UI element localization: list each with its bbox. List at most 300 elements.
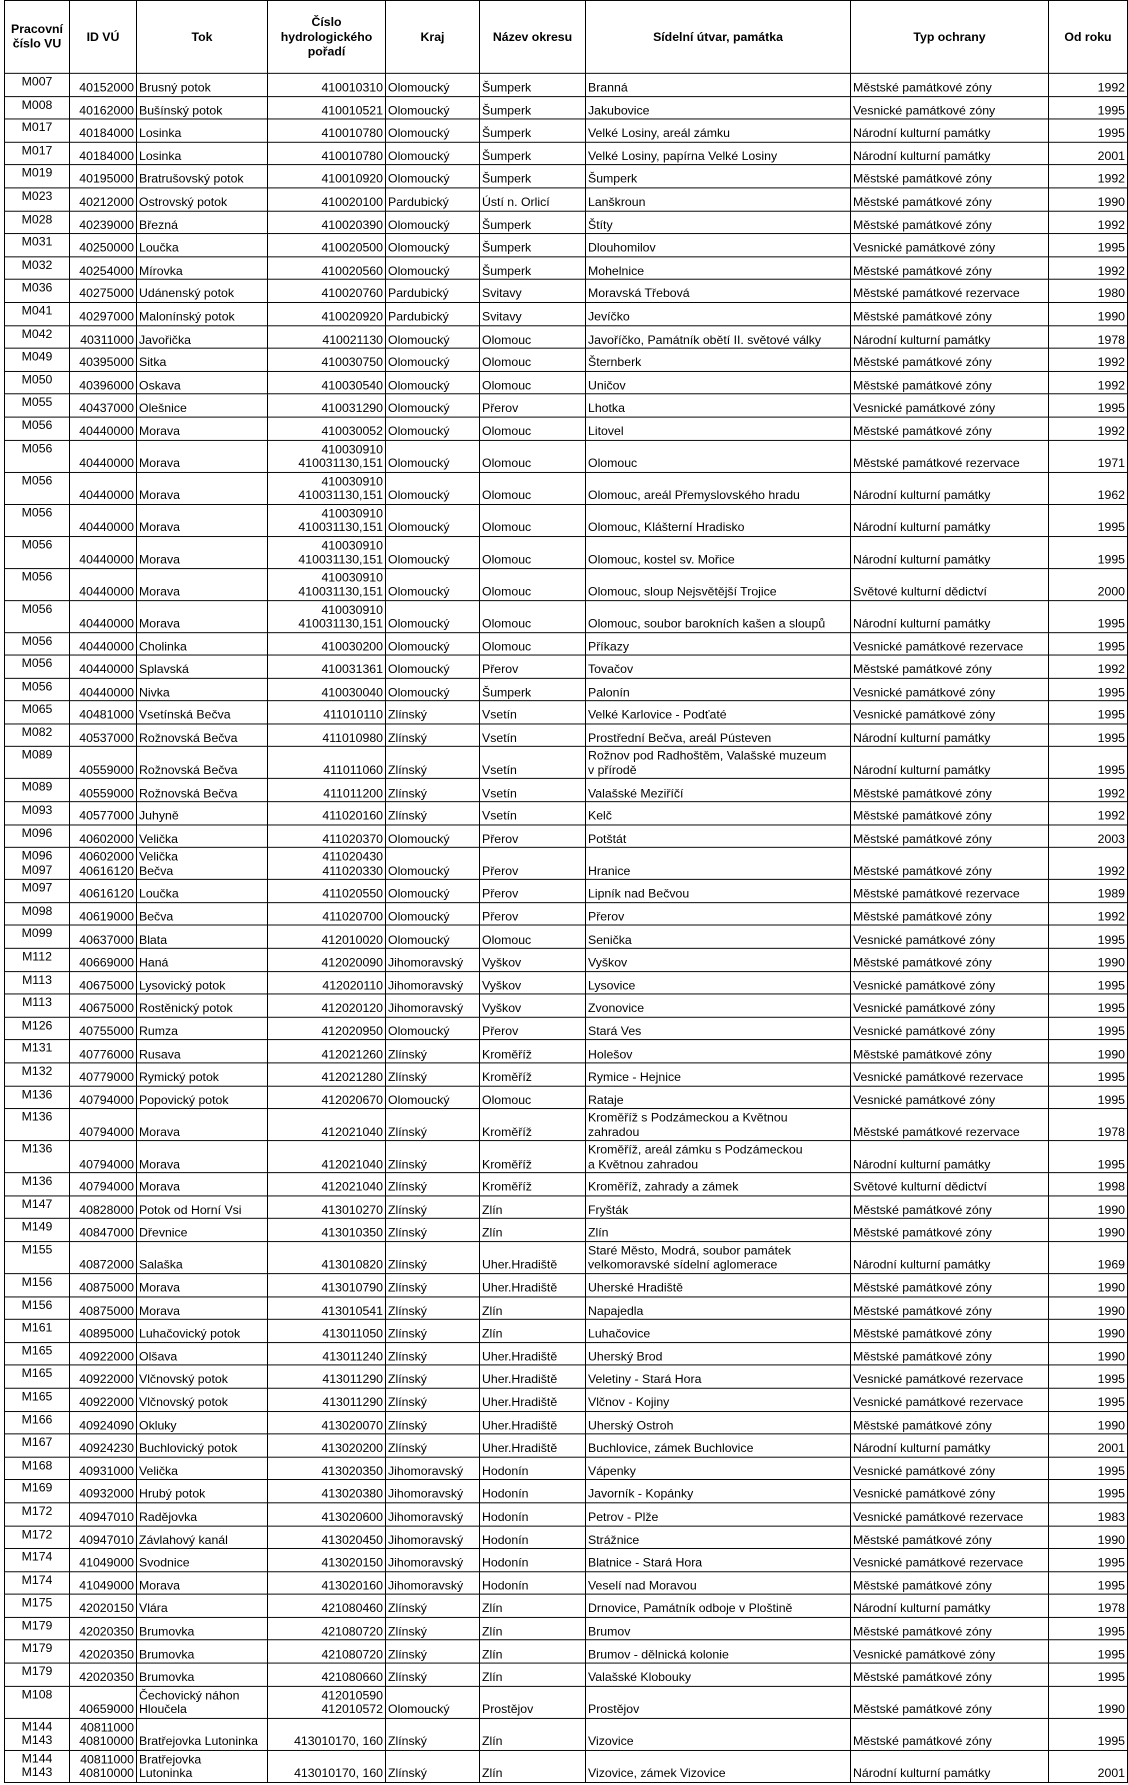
table-cell: 40872000 xyxy=(70,1242,137,1274)
table-cell: Přerov xyxy=(480,848,586,880)
table-cell: Městské památkové rezervace xyxy=(851,1109,1049,1141)
table-row xyxy=(5,1571,1128,1594)
table-cell: M132 xyxy=(5,1063,70,1086)
table-cell: Vesnické památkové zóny xyxy=(851,1457,1049,1480)
table-row xyxy=(5,1718,1128,1750)
table-cell: Jihomoravský xyxy=(386,1480,480,1503)
table-cell: M126 xyxy=(5,1017,70,1040)
table-cell: Morava xyxy=(137,1173,268,1196)
table-cell: Senička xyxy=(586,925,851,948)
table-cell: 413010350 xyxy=(268,1219,386,1242)
table-cell: Rataje xyxy=(586,1086,851,1109)
table-cell: 410020560 xyxy=(268,257,386,280)
table-cell: 1995 xyxy=(1049,394,1128,417)
table-cell: Olomouc xyxy=(480,600,586,632)
table-cell: Jevíčko xyxy=(586,302,851,325)
table-cell: Velké Losiny, areál zámku xyxy=(586,119,851,142)
table-cell: Vesnické památkové zóny xyxy=(851,1017,1049,1040)
table-cell: M112 xyxy=(5,948,70,971)
table-row xyxy=(5,903,1128,926)
table-cell: 42020350 xyxy=(70,1640,137,1663)
table-cell: M155 xyxy=(5,1242,70,1274)
table-cell: Městské památkové zóny xyxy=(851,1571,1049,1594)
table-cell: Staré Město, Modrá, soubor památek velkomoravské sídelní aglomerace xyxy=(586,1242,851,1274)
table-cell: Zlínský xyxy=(386,1411,480,1434)
table-cell: Oskava xyxy=(137,371,268,394)
table-cell: 411010980 xyxy=(268,724,386,747)
table-cell: 410010920 xyxy=(268,165,386,188)
table-row xyxy=(5,348,1128,371)
table-cell: Olomouc xyxy=(480,536,586,568)
table-cell: 1995 xyxy=(1049,536,1128,568)
table-cell: 40577000 xyxy=(70,802,137,825)
table-cell: Národní kulturní památky xyxy=(851,1434,1049,1457)
table-cell: Městské památkové zóny xyxy=(851,1686,1049,1718)
table-cell: 40947010 xyxy=(70,1526,137,1549)
table-cell: Vesnické památkové zóny xyxy=(851,678,1049,701)
table-cell: 1995 xyxy=(1049,1063,1128,1086)
table-cell: M136 xyxy=(5,1086,70,1109)
table-cell: Vesnické památkové zóny xyxy=(851,994,1049,1017)
table-cell: Městské památkové zóny xyxy=(851,257,1049,280)
table-cell: 1990 xyxy=(1049,1040,1128,1063)
table-row xyxy=(5,142,1128,165)
table-cell: 40924230 xyxy=(70,1434,137,1457)
table-cell: M056 xyxy=(5,472,70,504)
table-cell: M056 xyxy=(5,678,70,701)
table-cell: 1995 xyxy=(1049,234,1128,257)
table-cell: Zlínský xyxy=(386,1750,480,1782)
table-cell: M089 xyxy=(5,747,70,779)
table-cell: Valašské Klobouky xyxy=(586,1663,851,1686)
table-cell: Potštát xyxy=(586,825,851,848)
table-cell: M179 xyxy=(5,1640,70,1663)
table-cell: M165 xyxy=(5,1365,70,1388)
table-cell: M017 xyxy=(5,119,70,142)
table-cell: Losinka xyxy=(137,119,268,142)
table-cell: 1995 xyxy=(1049,1617,1128,1640)
table-cell: Olomouc xyxy=(480,325,586,348)
table-cell: 40675000 xyxy=(70,994,137,1017)
table-cell: M055 xyxy=(5,394,70,417)
table-cell: 1995 xyxy=(1049,1017,1128,1040)
table-cell: 1989 xyxy=(1049,880,1128,903)
table-cell: M017 xyxy=(5,142,70,165)
table-cell: Jihomoravský xyxy=(386,1503,480,1526)
table-cell: 410030910 410031130,151 xyxy=(268,536,386,568)
table-cell: Městské památkové zóny xyxy=(851,188,1049,211)
table-cell: Olomouc xyxy=(480,348,586,371)
table-row xyxy=(5,779,1128,802)
table-cell: Šumperk xyxy=(480,119,586,142)
table-cell: 1990 xyxy=(1049,188,1128,211)
table-cell: Olomoucký xyxy=(386,211,480,234)
table-cell: Národní kulturní památky xyxy=(851,142,1049,165)
table-cell: Olomoucký xyxy=(386,119,480,142)
table-row xyxy=(5,119,1128,142)
table-cell: Přerov xyxy=(480,1017,586,1040)
table-cell: Vesnické památkové rezervace xyxy=(851,1365,1049,1388)
table-cell: Vyškov xyxy=(480,971,586,994)
table-cell: Zlínský xyxy=(386,1297,480,1320)
table-row xyxy=(5,1617,1128,1640)
table-cell: Vizovice xyxy=(586,1718,851,1750)
table-row xyxy=(5,504,1128,536)
table-cell: Dřevnice xyxy=(137,1219,268,1242)
table-cell: Zlínský xyxy=(386,1617,480,1640)
table-cell: Olomoucký xyxy=(386,925,480,948)
table-cell: Uher.Hradiště xyxy=(480,1274,586,1297)
table-cell: 1995 xyxy=(1049,632,1128,655)
table-cell: Pardubický xyxy=(386,280,480,303)
table-cell: Olomouc xyxy=(480,472,586,504)
table-cell: Buchlovický potok xyxy=(137,1434,268,1457)
table-cell: 410020500 xyxy=(268,234,386,257)
table-row xyxy=(5,802,1128,825)
table-cell: Olomouc xyxy=(480,568,586,600)
table-cell: Vesnické památkové rezervace xyxy=(851,632,1049,655)
table-cell: 40239000 xyxy=(70,211,137,234)
table-row xyxy=(5,1750,1128,1782)
table-cell: Městské památkové zóny xyxy=(851,1526,1049,1549)
table-cell: 421080460 xyxy=(268,1594,386,1617)
table-cell: Zlín xyxy=(480,1196,586,1219)
table-cell: 412020090 xyxy=(268,948,386,971)
table-cell: Brumovka xyxy=(137,1617,268,1640)
table-cell: 421080720 xyxy=(268,1617,386,1640)
table-cell: M167 xyxy=(5,1434,70,1457)
table-cell: Jihomoravský xyxy=(386,1549,480,1572)
table-cell: Lanškroun xyxy=(586,188,851,211)
header-cell: Číslo hydrologického pořadí xyxy=(268,0,386,73)
table-cell: 1995 xyxy=(1049,1571,1128,1594)
table-cell: Bušínský potok xyxy=(137,96,268,119)
table-cell: 40794000 xyxy=(70,1086,137,1109)
table-cell: Zlínský xyxy=(386,724,480,747)
table-cell: Vesnické památkové zóny xyxy=(851,96,1049,119)
table-row xyxy=(5,1017,1128,1040)
table-cell: Malonínský potok xyxy=(137,302,268,325)
table-row xyxy=(5,678,1128,701)
table-cell: Hodonín xyxy=(480,1526,586,1549)
table-row xyxy=(5,948,1128,971)
table-row xyxy=(5,1480,1128,1503)
table-cell: Ústí n. Orlicí xyxy=(480,188,586,211)
table-row xyxy=(5,1173,1128,1196)
table-cell: 1971 xyxy=(1049,440,1128,472)
table-cell: 40931000 xyxy=(70,1457,137,1480)
table-cell: Rožnovská Bečva xyxy=(137,747,268,779)
table-cell: 412021040 xyxy=(268,1173,386,1196)
table-cell: M056 xyxy=(5,655,70,678)
table-cell: Zlínský xyxy=(386,1040,480,1063)
table-cell: 40922000 xyxy=(70,1342,137,1365)
table-cell: Šumperk xyxy=(480,165,586,188)
table-cell: 1980 xyxy=(1049,280,1128,303)
table-cell: 413010170, 160 xyxy=(268,1750,386,1782)
table-cell: M165 xyxy=(5,1342,70,1365)
table-cell: Městské památkové zóny xyxy=(851,779,1049,802)
table-cell: Olomoucký xyxy=(386,394,480,417)
table-cell: Hodonín xyxy=(480,1480,586,1503)
table-cell: 40440000 xyxy=(70,600,137,632)
table-cell: M096 xyxy=(5,825,70,848)
table-cell: 412021040 xyxy=(268,1109,386,1141)
table-cell: Zvonovice xyxy=(586,994,851,1017)
table-cell: Blata xyxy=(137,925,268,948)
table-cell: 40559000 xyxy=(70,779,137,802)
table-cell: Morava xyxy=(137,504,268,536)
table-cell: M097 xyxy=(5,880,70,903)
table-cell: 1995 xyxy=(1049,1457,1128,1480)
table-cell: 410010780 xyxy=(268,142,386,165)
table-cell: Světové kulturní dědictví xyxy=(851,568,1049,600)
table-cell: M065 xyxy=(5,701,70,724)
table-cell: Kroměříž xyxy=(480,1173,586,1196)
table-cell: Vlára xyxy=(137,1594,268,1617)
table-cell: Kroměříž xyxy=(480,1063,586,1086)
table-cell: M082 xyxy=(5,724,70,747)
table-cell: Vesnické památkové zóny xyxy=(851,1480,1049,1503)
table-row xyxy=(5,73,1128,96)
table-row xyxy=(5,848,1128,880)
table-cell: Hodonín xyxy=(480,1457,586,1480)
table-cell: 1995 xyxy=(1049,925,1128,948)
table-cell: 1990 xyxy=(1049,1411,1128,1434)
table-cell: 40184000 xyxy=(70,119,137,142)
table-cell: 40675000 xyxy=(70,971,137,994)
table-cell: 40195000 xyxy=(70,165,137,188)
table-cell: Olomouc xyxy=(480,925,586,948)
table-cell: M008 xyxy=(5,96,70,119)
table-cell: M144 M143 xyxy=(5,1718,70,1750)
table-cell: M175 xyxy=(5,1594,70,1617)
table-cell: 1992 xyxy=(1049,848,1128,880)
table-cell: Olomouc, sloup Nejsvětější Trojice xyxy=(586,568,851,600)
table-cell: 40537000 xyxy=(70,724,137,747)
table-cell: 411010110 xyxy=(268,701,386,724)
table-cell: Olomoucký xyxy=(386,600,480,632)
table-cell: M113 xyxy=(5,971,70,994)
table-row xyxy=(5,1526,1128,1549)
table-row xyxy=(5,211,1128,234)
table-cell: 40776000 xyxy=(70,1040,137,1063)
table-cell: Vyškov xyxy=(586,948,851,971)
table-cell: Vesnické památkové rezervace xyxy=(851,1549,1049,1572)
table-cell: Městské památkové zóny xyxy=(851,802,1049,825)
table-cell: Loučka xyxy=(137,234,268,257)
table-cell: Hodonín xyxy=(480,1571,586,1594)
table-cell: 1995 xyxy=(1049,1640,1128,1663)
table-cell: Zlínský xyxy=(386,747,480,779)
table-row xyxy=(5,971,1128,994)
table-cell: Olomoucký xyxy=(386,96,480,119)
table-cell: 1992 xyxy=(1049,417,1128,440)
table-cell: Olomoucký xyxy=(386,568,480,600)
table-cell: 410020100 xyxy=(268,188,386,211)
table-cell: Olomoucký xyxy=(386,142,480,165)
table-cell: Olomouc, soubor barokních kašen a sloupů xyxy=(586,600,851,632)
table-cell: Olomoucký xyxy=(386,1086,480,1109)
table-cell: Březná xyxy=(137,211,268,234)
table-cell: 412010020 xyxy=(268,925,386,948)
table-cell: 40311000 xyxy=(70,325,137,348)
table-row xyxy=(5,1219,1128,1242)
table-cell: M172 xyxy=(5,1526,70,1549)
table-cell: M131 xyxy=(5,1040,70,1063)
table-body xyxy=(5,73,1128,1782)
table-cell: Zlínský xyxy=(386,1342,480,1365)
table-cell: Městské památkové zóny xyxy=(851,371,1049,394)
table-cell: M028 xyxy=(5,211,70,234)
table-cell: 1995 xyxy=(1049,678,1128,701)
table-cell: Potok od Horní Vsi xyxy=(137,1196,268,1219)
table-cell: 1995 xyxy=(1049,504,1128,536)
table-cell: 410010780 xyxy=(268,119,386,142)
table-cell: Městské památkové zóny xyxy=(851,348,1049,371)
table-cell: Splavská xyxy=(137,655,268,678)
table-cell: Městské památkové zóny xyxy=(851,1040,1049,1063)
table-row xyxy=(5,1109,1128,1141)
table-cell: Morava xyxy=(137,1297,268,1320)
table-row xyxy=(5,568,1128,600)
table-cell: Svitavy xyxy=(480,302,586,325)
table-cell: Šumperk xyxy=(480,96,586,119)
table-cell: Národní kulturní památky xyxy=(851,504,1049,536)
table-cell: 40250000 xyxy=(70,234,137,257)
table-cell: 1992 xyxy=(1049,371,1128,394)
table-cell: M019 xyxy=(5,165,70,188)
table-cell: 1983 xyxy=(1049,1503,1128,1526)
table-cell: 40440000 xyxy=(70,536,137,568)
table-cell: M041 xyxy=(5,302,70,325)
table-cell: 42020150 xyxy=(70,1594,137,1617)
table-cell: Národní kulturní památky xyxy=(851,536,1049,568)
table-cell: Okluky xyxy=(137,1411,268,1434)
table-cell: Olomoucký xyxy=(386,825,480,848)
table-cell: M136 xyxy=(5,1109,70,1141)
table-cell: Brumov xyxy=(586,1617,851,1640)
table-row xyxy=(5,1640,1128,1663)
table-cell: Pardubický xyxy=(386,302,480,325)
table-cell: Zlín xyxy=(586,1219,851,1242)
table-cell: Losinka xyxy=(137,142,268,165)
table-cell: Olomoucký xyxy=(386,632,480,655)
table-cell: 40559000 xyxy=(70,747,137,779)
table-cell: Šumperk xyxy=(480,73,586,96)
table-row xyxy=(5,925,1128,948)
table-cell: Hodonín xyxy=(480,1549,586,1572)
table-cell: Rumza xyxy=(137,1017,268,1040)
table-cell: Uher.Hradiště xyxy=(480,1342,586,1365)
table-cell: Olomoucký xyxy=(386,371,480,394)
table-cell: 40254000 xyxy=(70,257,137,280)
table-cell: 412020110 xyxy=(268,971,386,994)
table-cell: Velička xyxy=(137,825,268,848)
table-cell: Rožnovská Bečva xyxy=(137,779,268,802)
table-cell: M172 xyxy=(5,1503,70,1526)
table-cell: 41049000 xyxy=(70,1549,137,1572)
table-cell: 1992 xyxy=(1049,903,1128,926)
table-cell: Petrov - Plže xyxy=(586,1503,851,1526)
table-cell: 40602000 40616120 xyxy=(70,848,137,880)
table-cell: 412020120 xyxy=(268,994,386,1017)
table-cell: 1995 xyxy=(1049,1663,1128,1686)
table-cell: M050 xyxy=(5,371,70,394)
table-cell: Buchlovice, zámek Buchlovice xyxy=(586,1434,851,1457)
table-cell: Vesnické památkové zóny xyxy=(851,925,1049,948)
table-cell: 411011200 xyxy=(268,779,386,802)
table-row xyxy=(5,1196,1128,1219)
table-cell: M165 xyxy=(5,1388,70,1411)
table-cell: Národní kulturní památky xyxy=(851,1141,1049,1173)
table-cell: Morava xyxy=(137,1141,268,1173)
table-cell: 2003 xyxy=(1049,825,1128,848)
table-cell: M056 xyxy=(5,504,70,536)
table-cell: 413020150 xyxy=(268,1549,386,1572)
table-cell: 1990 xyxy=(1049,1319,1128,1342)
table-cell: 40440000 xyxy=(70,472,137,504)
table-cell: Olomoucký xyxy=(386,234,480,257)
table-cell: Zlínský xyxy=(386,1242,480,1274)
table-cell: M108 xyxy=(5,1686,70,1718)
table-cell: Bratřejovka Lutoninka xyxy=(137,1750,268,1782)
table-cell: M099 xyxy=(5,925,70,948)
table-cell: 40616120 xyxy=(70,880,137,903)
table-cell: 41049000 xyxy=(70,1571,137,1594)
table-cell: M031 xyxy=(5,234,70,257)
table-cell: 40437000 xyxy=(70,394,137,417)
table-row xyxy=(5,371,1128,394)
table-cell: M136 xyxy=(5,1141,70,1173)
table-cell: 1995 xyxy=(1049,1480,1128,1503)
table-cell: 421080660 xyxy=(268,1663,386,1686)
header-cell: Od roku xyxy=(1049,0,1128,73)
table-cell: Příkazy xyxy=(586,632,851,655)
table-cell: Olomoucký xyxy=(386,73,480,96)
table-cell: 410030200 xyxy=(268,632,386,655)
table-cell: Branná xyxy=(586,73,851,96)
table-cell: 40847000 xyxy=(70,1219,137,1242)
table-cell: Kroměříž xyxy=(480,1141,586,1173)
table-cell: M049 xyxy=(5,348,70,371)
table-row xyxy=(5,280,1128,303)
table-cell: Kroměříž xyxy=(480,1109,586,1141)
table-row xyxy=(5,1365,1128,1388)
table-cell: Vesnické památkové rezervace xyxy=(851,1388,1049,1411)
table-cell: 40395000 xyxy=(70,348,137,371)
table-cell: Pardubický xyxy=(386,188,480,211)
table-row xyxy=(5,394,1128,417)
table-cell: Zlínský xyxy=(386,779,480,802)
table-cell: M169 xyxy=(5,1480,70,1503)
table-cell: 2000 xyxy=(1049,568,1128,600)
table-cell: 412021260 xyxy=(268,1040,386,1063)
table-cell: Prostějov xyxy=(480,1686,586,1718)
table-cell: 1990 xyxy=(1049,1342,1128,1365)
table-cell: Zlínský xyxy=(386,1319,480,1342)
table-cell: Zlínský xyxy=(386,701,480,724)
table-cell: Městské památkové rezervace xyxy=(851,880,1049,903)
table-row xyxy=(5,1503,1128,1526)
table-cell: 42020350 xyxy=(70,1617,137,1640)
table-cell: Uher.Hradiště xyxy=(480,1388,586,1411)
table-cell: Olešnice xyxy=(137,394,268,417)
table-cell: Velké Karlovice - Podťaté xyxy=(586,701,851,724)
table-cell: 411020550 xyxy=(268,880,386,903)
table-cell: M023 xyxy=(5,188,70,211)
table-cell: Uher.Hradiště xyxy=(480,1365,586,1388)
